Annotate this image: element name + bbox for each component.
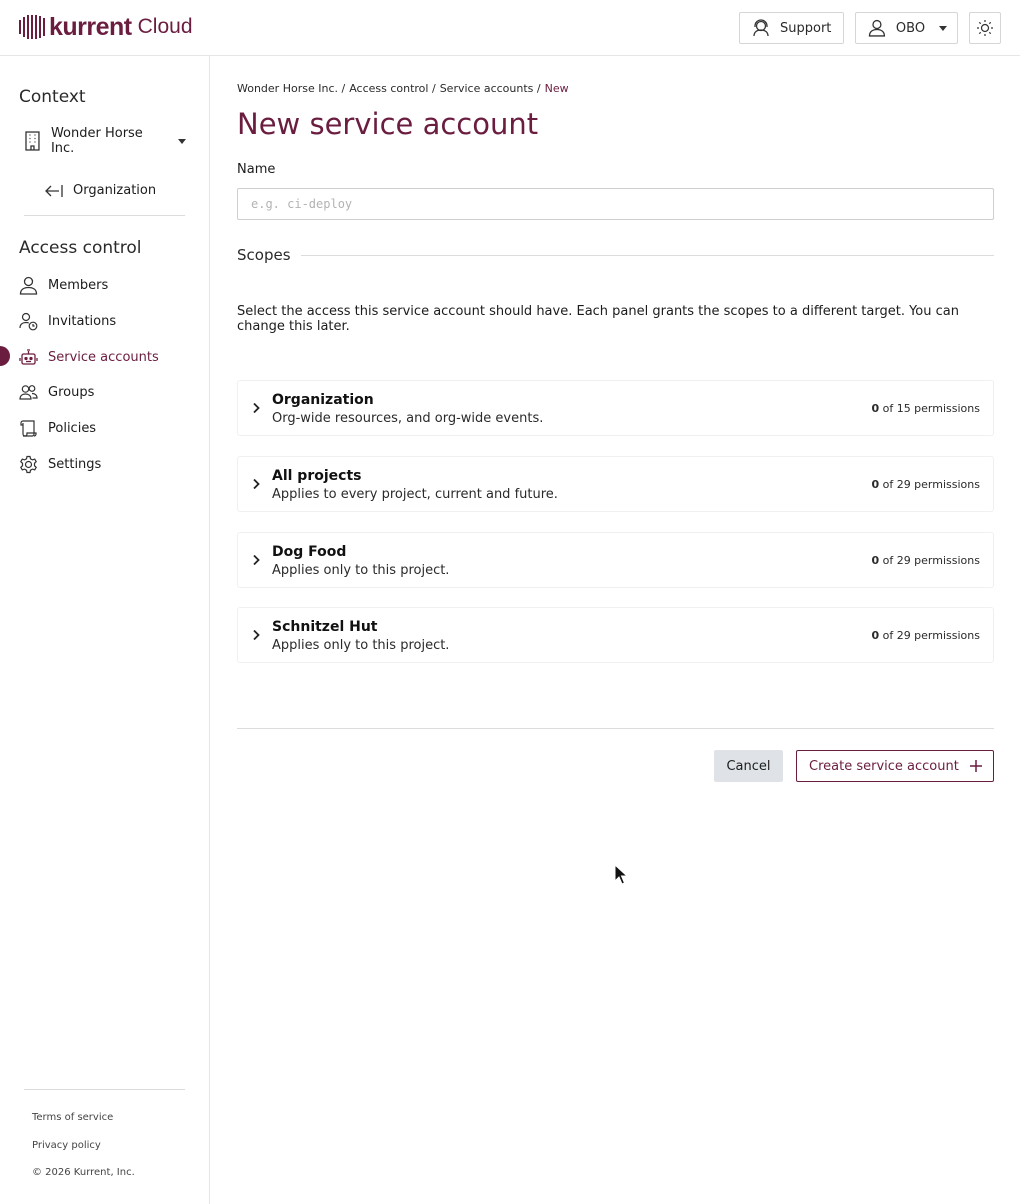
caret-down-icon bbox=[178, 139, 186, 144]
breadcrumb-service-accounts[interactable]: Service accounts / bbox=[439, 82, 541, 95]
granted-count: 0 bbox=[871, 402, 880, 415]
permission-count bbox=[871, 402, 980, 415]
caret-down-icon bbox=[939, 26, 947, 31]
chevron-right-icon bbox=[252, 554, 260, 566]
sidebar-item-label: Members bbox=[48, 277, 109, 293]
plus-icon bbox=[969, 759, 983, 773]
granted-count: 0 bbox=[871, 629, 880, 642]
access-control-heading: Access control bbox=[19, 238, 142, 258]
name-label: Name bbox=[237, 162, 276, 177]
scope-panel-dog-food[interactable] bbox=[237, 532, 994, 588]
cancel-button[interactable]: Cancel bbox=[714, 750, 783, 782]
sidebar-item-label: Invitations bbox=[48, 313, 117, 329]
users-icon bbox=[19, 383, 38, 402]
breadcrumb-org[interactable]: Wonder Horse Inc. / bbox=[237, 82, 346, 95]
arrow-left-bar-icon bbox=[44, 184, 63, 198]
user-menu-button[interactable] bbox=[855, 12, 958, 44]
sidebar-item-label: Groups bbox=[48, 384, 95, 400]
panel-title: Dog Food bbox=[272, 544, 347, 560]
user-clock-icon bbox=[19, 312, 38, 331]
sidebar-footer-divider bbox=[24, 1089, 185, 1090]
chevron-right-icon bbox=[252, 402, 260, 414]
kurrent-logo[interactable] bbox=[19, 13, 193, 41]
sidebar-item-members[interactable] bbox=[19, 273, 199, 297]
back-label: Organization bbox=[73, 183, 157, 198]
panel-description: Applies only to this project. bbox=[272, 638, 450, 653]
breadcrumb-access-control[interactable]: Access control / bbox=[349, 82, 436, 95]
sidebar-item-groups[interactable] bbox=[19, 380, 199, 404]
granted-count: 0 bbox=[871, 478, 880, 491]
name-input[interactable] bbox=[237, 188, 994, 220]
user-label: OBO bbox=[895, 20, 926, 36]
panel-title: Organization bbox=[272, 392, 374, 408]
form-footer-divider bbox=[237, 728, 994, 729]
mouse-pointer-icon bbox=[614, 864, 628, 886]
panel-title: Schnitzel Hut bbox=[272, 619, 378, 635]
sidebar-item-invitations[interactable] bbox=[19, 309, 199, 333]
logo-wordmark: kurrent bbox=[49, 12, 132, 41]
permission-count bbox=[871, 629, 980, 642]
top-header bbox=[0, 0, 1020, 56]
user-icon bbox=[868, 19, 886, 37]
panel-description: Applies to every project, current and future. bbox=[272, 487, 558, 502]
scope-panel-schnitzel-hut[interactable] bbox=[237, 607, 994, 663]
back-to-organization-link[interactable] bbox=[44, 183, 156, 198]
context-org-label: Wonder Horse Inc. bbox=[50, 126, 143, 156]
create-button-label: Create service account bbox=[809, 758, 959, 774]
building-icon bbox=[24, 131, 41, 151]
sidebar-item-policies[interactable] bbox=[19, 416, 199, 440]
panel-description: Org-wide resources, and org-wide events. bbox=[272, 411, 544, 426]
sidebar-item-settings[interactable] bbox=[19, 452, 199, 476]
permission-count bbox=[871, 478, 980, 491]
sidebar-item-label: Policies bbox=[48, 420, 97, 436]
sidebar bbox=[0, 56, 210, 1204]
active-indicator bbox=[0, 346, 10, 366]
chevron-right-icon bbox=[252, 478, 260, 490]
scopes-divider bbox=[301, 255, 994, 256]
panel-description: Applies only to this project. bbox=[272, 563, 450, 578]
headset-icon bbox=[752, 19, 770, 37]
sidebar-item-label: Settings bbox=[48, 456, 102, 472]
logo-cloud-label: Cloud bbox=[137, 15, 193, 38]
sun-icon bbox=[976, 19, 994, 37]
terms-of-service-link[interactable]: Terms of service bbox=[32, 1112, 114, 1123]
context-heading: Context bbox=[19, 87, 86, 107]
logo-bars-icon bbox=[19, 15, 45, 39]
support-label: Support bbox=[780, 20, 832, 36]
total-count: of 29 permissions bbox=[882, 554, 980, 567]
robot-icon bbox=[19, 348, 38, 367]
user-icon bbox=[19, 276, 38, 295]
breadcrumb bbox=[237, 82, 569, 95]
scopes-header bbox=[237, 246, 994, 264]
panel-title: All projects bbox=[272, 468, 362, 484]
scroll-icon bbox=[19, 419, 38, 438]
page-title: New service account bbox=[237, 107, 539, 141]
privacy-policy-link[interactable]: Privacy policy bbox=[32, 1140, 101, 1151]
scope-panel-all-projects[interactable] bbox=[237, 456, 994, 512]
scopes-description: Select the access this service account should have. Each panel grants the scopes to a different target. You can change this later. bbox=[237, 304, 959, 334]
gear-icon bbox=[19, 455, 38, 474]
sidebar-item-service-accounts[interactable] bbox=[19, 345, 199, 369]
sidebar-item-label: Service accounts bbox=[48, 349, 159, 365]
theme-toggle-button[interactable] bbox=[969, 12, 1001, 44]
breadcrumb-current: New bbox=[544, 82, 569, 95]
chevron-right-icon bbox=[252, 629, 260, 641]
total-count: of 29 permissions bbox=[882, 478, 980, 491]
support-button[interactable] bbox=[739, 12, 844, 44]
create-service-account-button[interactable] bbox=[796, 750, 994, 782]
scopes-title: Scopes bbox=[237, 246, 291, 264]
scope-panel-organization[interactable] bbox=[237, 380, 994, 436]
sidebar-divider bbox=[24, 215, 185, 216]
context-org-select[interactable] bbox=[24, 126, 186, 156]
total-count: of 29 permissions bbox=[882, 629, 980, 642]
total-count: of 15 permissions bbox=[882, 402, 980, 415]
copyright-text: © 2026 Kurrent, Inc. bbox=[32, 1167, 135, 1178]
granted-count: 0 bbox=[871, 554, 880, 567]
permission-count bbox=[871, 554, 980, 567]
